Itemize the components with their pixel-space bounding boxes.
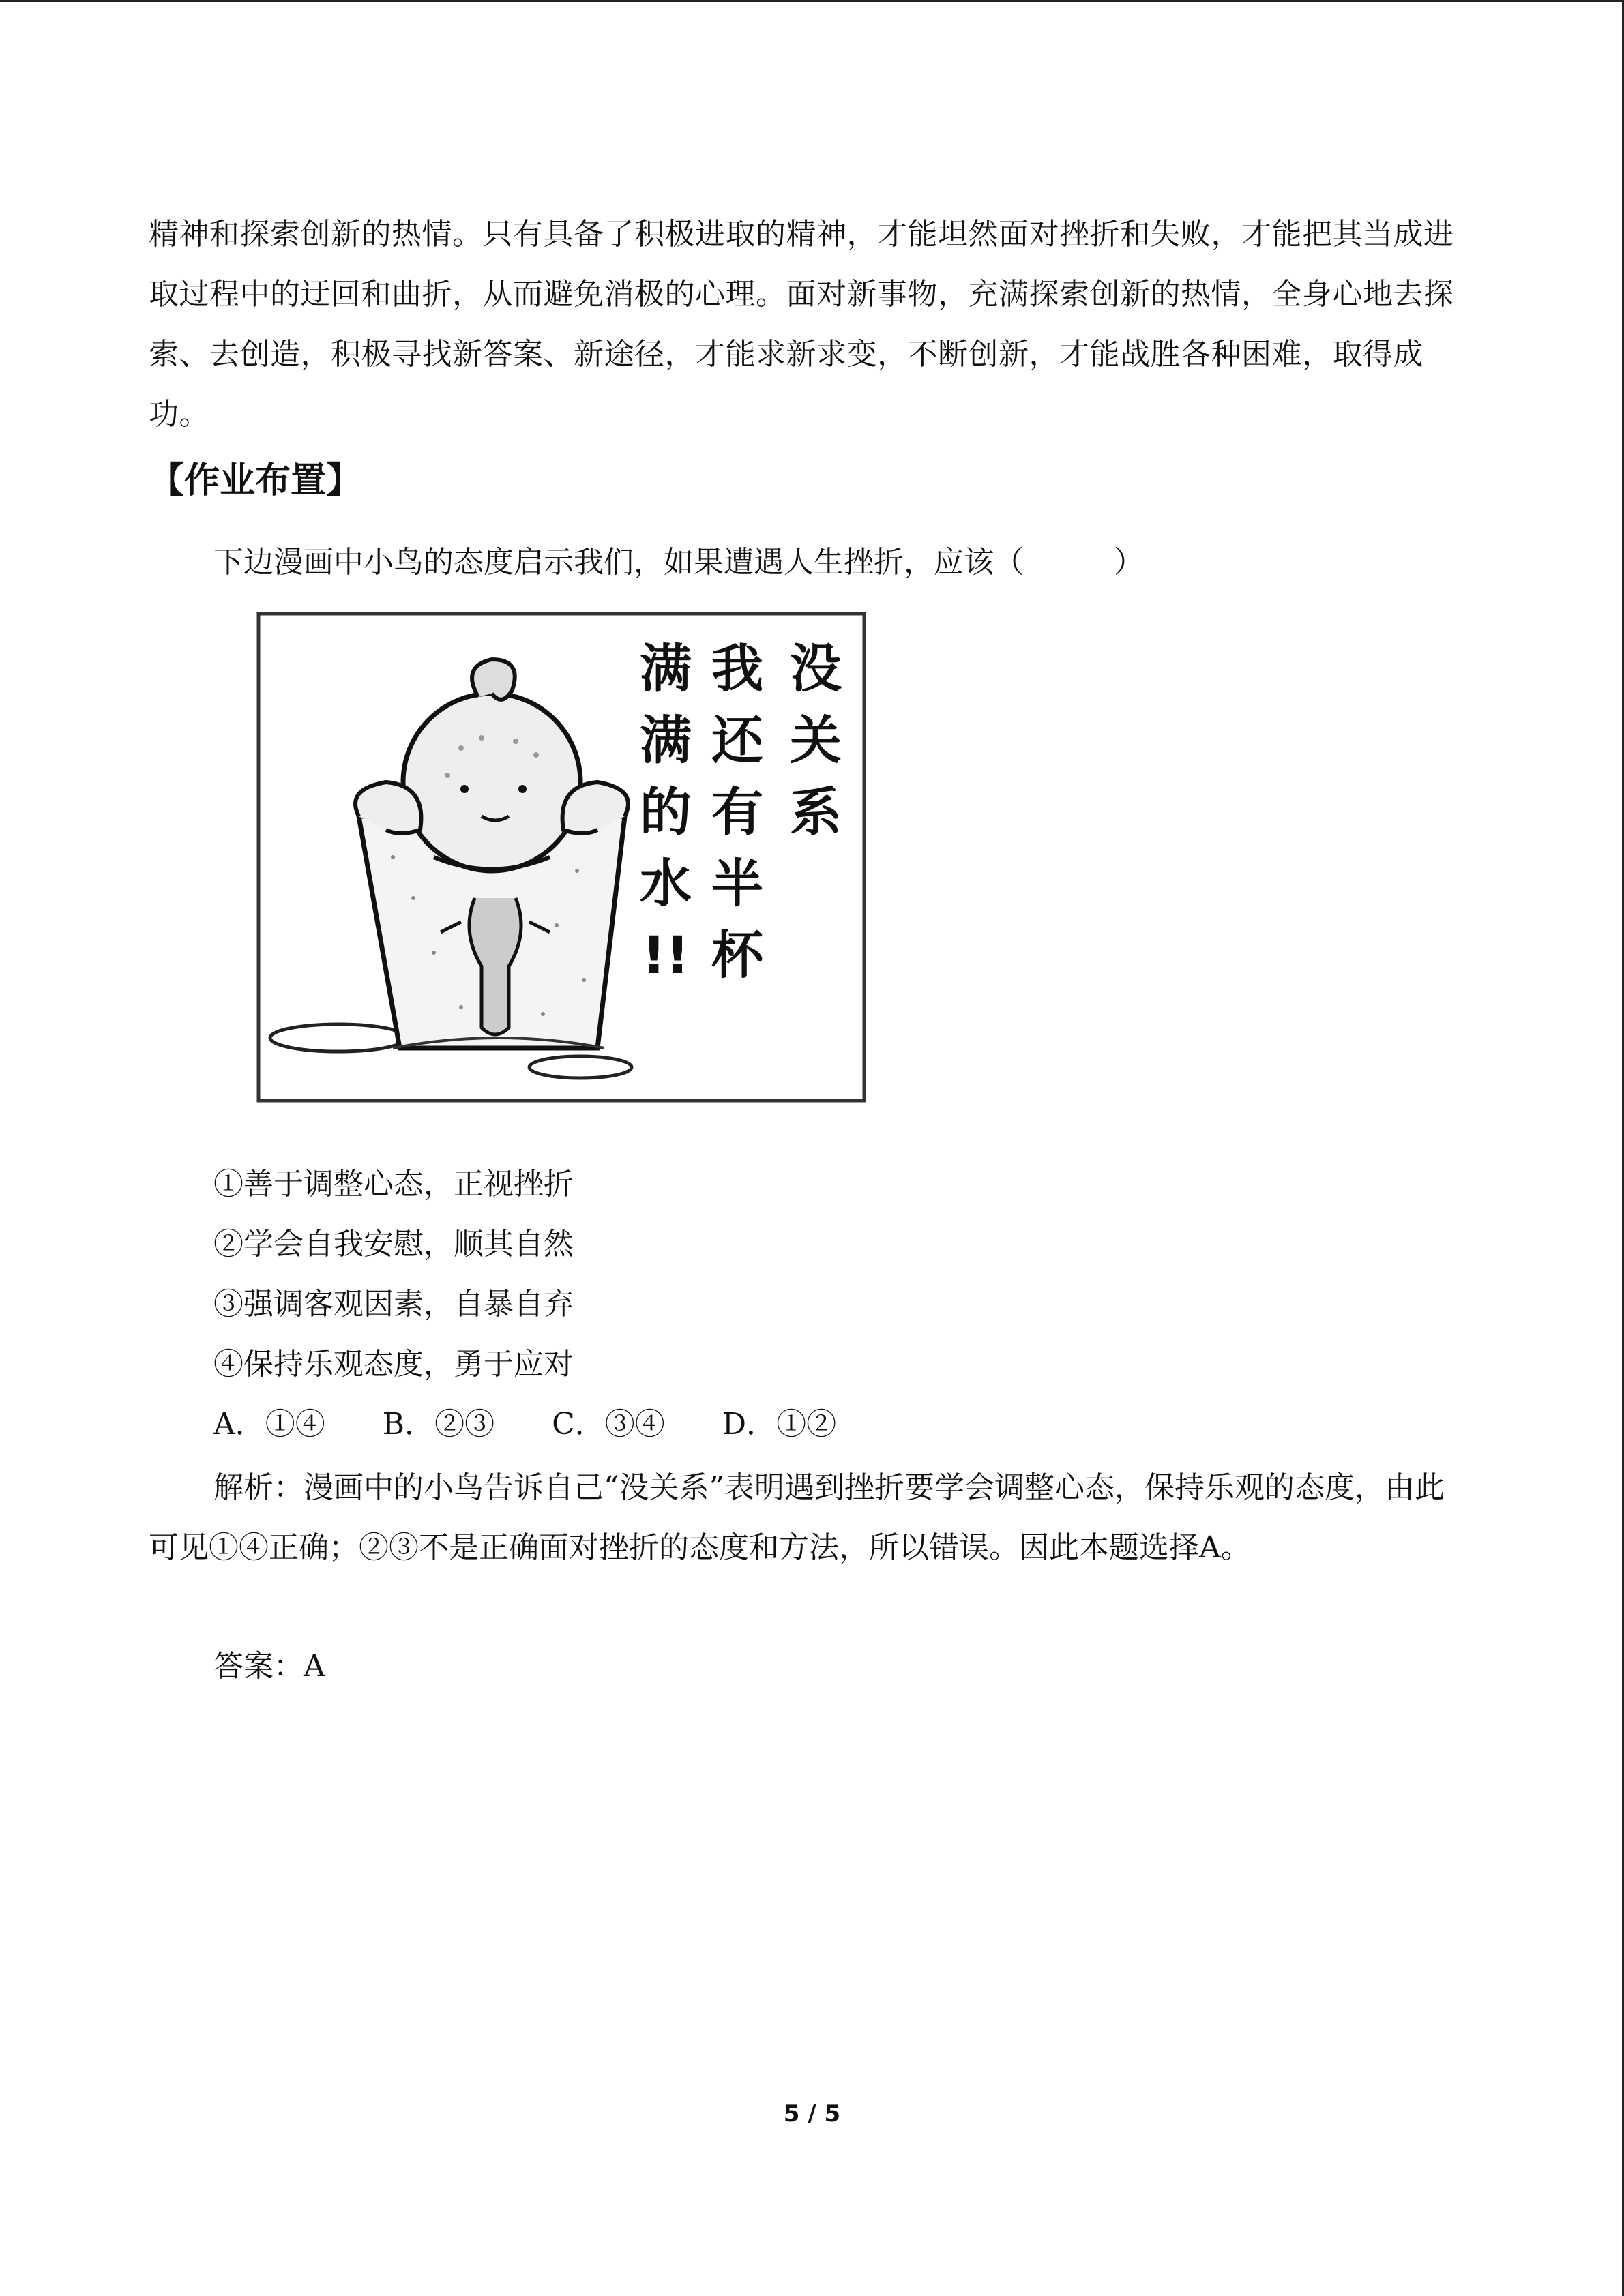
section-heading: 【作业布置】 [149,460,362,501]
comic-char: 有 [711,781,763,842]
option-b: B．②③ [382,1407,495,1442]
option-d: D．①② [722,1407,837,1442]
page-border-top [0,0,1624,2]
comic-char: 水 [640,853,692,914]
comic-char: 的 [640,781,692,842]
comic-char: 没 [790,638,842,699]
statement-4: ④保持乐观态度，勇于应对 [213,1347,574,1382]
option-a: A．①④ [213,1407,325,1442]
answer-text: 答案：A [213,1649,325,1684]
statement-2: ②学会自我安慰，顺其自然 [213,1227,574,1262]
comic-char: 半 [711,853,763,914]
comic-char: 满 [640,638,692,699]
comic-char: 还 [711,710,763,771]
page-number: 5 / 5 [783,2100,841,2128]
comic-char: 满 [640,710,692,771]
option-c: C．③④ [552,1407,665,1442]
comic-illustration [256,612,866,1103]
comic-char: 我 [711,638,763,699]
comic-char: !! [642,925,690,985]
analysis-text: 解析：漫画中的小鸟告诉自己“没关系”表明遇到挫折要学会调整心态，保持乐观的态度，由此可见①④正确；②③不是正确面对挫折的态度和方法，所以错误。因此本题选择A。 [149,1470,1445,1565]
comic-char: 关 [790,710,842,771]
statement-3: ③强调客观因素，自暴自弃 [213,1287,574,1322]
question-text: 下边漫画中小鸟的态度启示我们，如果遭遇人生挫折，应该（ ） [213,545,1144,580]
comic-char: 系 [790,781,842,842]
answer-options [213,1404,884,1445]
intro-paragraph: 精神和探索创新的热情。只有具备了积极进取的精神，才能坦然面对挫折和失败，才能把其当成进取过程中的迂回和曲折，从而避免消极的心理。面对新事物，充满探索创新的热情，全身心地去探索、去创造，积极寻找新答案、新途径，才能求新求变，不断创新，才能战胜各种困难，取得成功。 [149,217,1454,432]
statement-1: ①善于调整心态，正视挫折 [213,1167,574,1202]
comic-char: 杯 [711,925,763,985]
